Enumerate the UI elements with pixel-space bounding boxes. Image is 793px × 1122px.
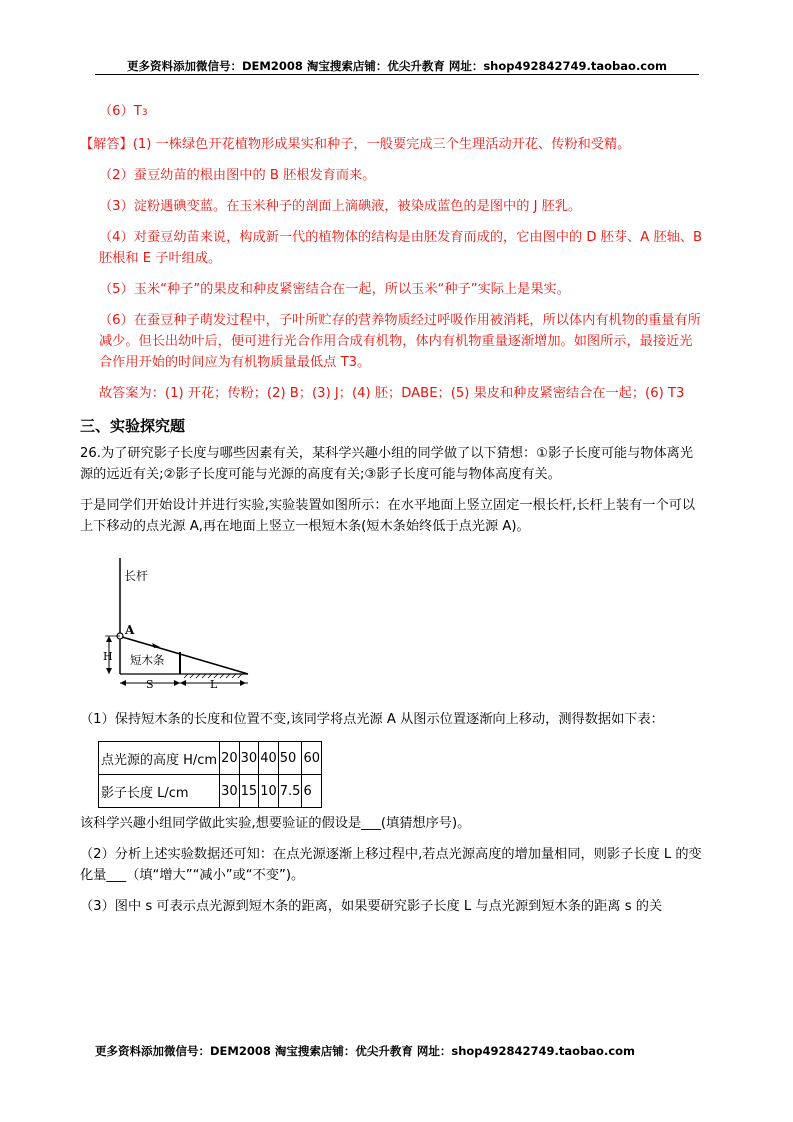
table-cell: 7.5 — [278, 775, 302, 808]
data-table — [98, 741, 322, 808]
s-label: S — [146, 678, 154, 691]
answer-line-6: （6）在蚕豆种子萌发过程中，子叶所贮存的营养物质经过呼吸作用被消耗，所以体内有机物的重量有所减少。但长出幼叶后，便可进行光合作用合成有机物，体内有机物重量逐渐增加。如图所示，最接近光合作用开始的时间应为有机物质量最低点 T3。 — [99, 313, 701, 370]
l-label: L — [210, 678, 218, 691]
table-row — [99, 775, 322, 808]
answer-line-5: （5）玉米“种子”的果皮和种皮紧密结合在一起，所以玉米“种子”实际上是果实。 — [99, 282, 570, 297]
answer-summary: 故答案为：(1) 开花；传粉；(2) B；(3) J；(4) 胚；DABE；(5) 果皮和种皮紧密结合在一起；(6) T3 — [99, 386, 685, 401]
q26-setup: 于是同学们开始设计并进行实验,实验装置如图所示：在水平地面上竖立固定一根长杆,长杆上装有一个可以上下移动的点光源 A,再在地面上竖立一根短木条(短木条始终低于点光源 A)。 — [80, 498, 696, 534]
table-cell: 15 — [239, 775, 259, 808]
point-a-label: A — [125, 623, 135, 637]
table-cell: 50 — [278, 742, 302, 775]
header-divider — [95, 74, 699, 75]
answer-line-3: （3）淀粉遇碘变蓝。在玉米种子的剖面上滴碘液，被染成蓝色的是图中的 J 胚乳。 — [99, 199, 582, 214]
stick-label: 短木条 — [130, 653, 165, 667]
shadow-experiment-diagram — [100, 552, 260, 692]
table-cell: 影子长度 L/cm — [99, 775, 220, 808]
table-cell: 点光源的高度 H/cm — [99, 742, 220, 775]
table-row — [99, 742, 322, 775]
table-cell: 6 — [302, 775, 322, 808]
section-title: 三、实验探究题 — [80, 417, 186, 435]
answer-line-1: 【解答】(1) 一株绿色开花植物形成果实和种子，一般要完成三个生理活动开花、传粉和受精。 — [80, 137, 631, 152]
h-label: H — [103, 650, 113, 663]
q26-part-2: （2）分析上述实验数据还可知：在点光源逐渐上移过程中,若点光源高度的增加量相同，则影子长度 L 的变化量___（填“增大”“减小”或“不变”)。 — [80, 847, 702, 883]
diagram-svg — [100, 552, 260, 692]
pole-label: 长杆 — [124, 569, 149, 583]
q26-intro: 26.为了研究影子长度与哪些因素有关，某科学兴趣小组的同学做了以下猜想：①影子长度可能与物体离光源的远近有关;②影子长度可能与光源的高度有关;③影子长度可能与物体高度有关。 — [80, 446, 694, 482]
table-cell: 10 — [259, 775, 279, 808]
page-content — [80, 96, 705, 922]
answer-line-2: （2）蚕豆幼苗的根由图中的 B 胚根发育而来。 — [99, 168, 376, 183]
q26-part-1-question: 该科学兴趣小组同学做此实验,想要验证的假设是___(填猜想序号)。 — [80, 816, 471, 831]
table-cell: 60 — [302, 742, 322, 775]
answer-line-4: （4）对蚕豆幼苗来说，构成新一代的植物体的结构是由胚发育而成的，它由图中的 D 胚芽、A 胚轴、B 胚根和 E 子叶组成。 — [99, 230, 703, 266]
answer-q6: （6）T3 — [99, 104, 148, 119]
table-cell: 40 — [259, 742, 279, 775]
page-footer: 更多资料添加微信号：DEM2008 淘宝搜索店铺：优尖升教育 网址：shop492842749.taobao.com — [95, 1044, 636, 1058]
q26-part-1: （1）保持短木条的长度和位置不变,该同学将点光源 A 从图示位置逐渐向上移动，测得数据如下表： — [80, 712, 664, 727]
table-cell: 30 — [220, 775, 240, 808]
table-cell: 30 — [239, 742, 259, 775]
page-header: 更多资料添加微信号：DEM2008 淘宝搜索店铺：优尖升教育 网址：shop492842749.taobao.com — [126, 59, 668, 73]
table-cell: 20 — [220, 742, 240, 775]
q26-part-3: （3）图中 s 可表示点光源到短木条的距离，如果要研究影子长度 L 与点光源到短木条的距离 s 的关 — [80, 899, 663, 914]
